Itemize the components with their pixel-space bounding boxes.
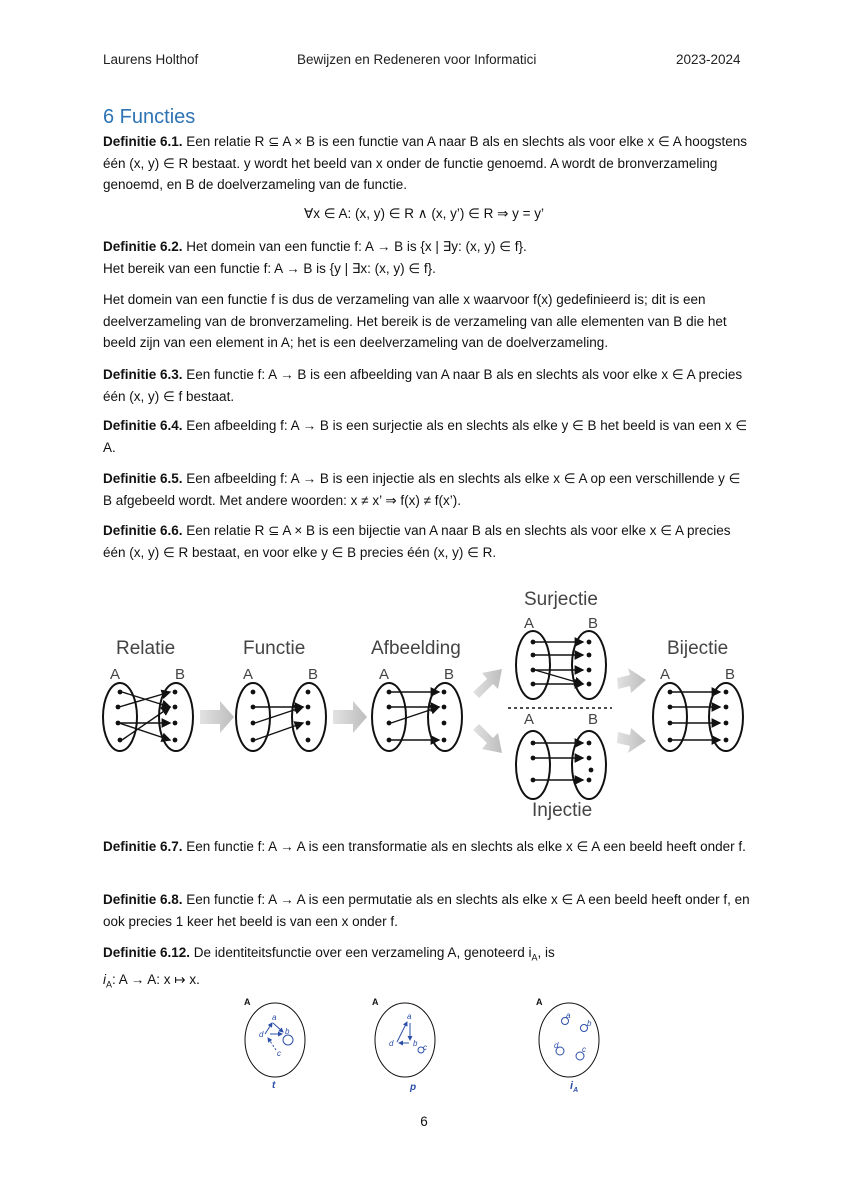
node-label: a: [272, 1013, 277, 1022]
definition-text: Een functie f: A → B is een afbeelding van A naar B als en slechts als voor elke x ∈ A precies één (x, y) ∈ f bestaat.: [103, 367, 743, 404]
node-label: b: [285, 1027, 290, 1036]
definition-6-8: [103, 889, 753, 932]
node-label: d: [259, 1030, 264, 1039]
set-b-label: B: [175, 666, 186, 683]
caption-ia: [570, 1080, 578, 1094]
function-types-diagram: [0, 580, 848, 825]
node-label: b: [587, 1019, 592, 1028]
header-year: 2023-2024: [676, 52, 741, 67]
set-b-label: B: [725, 666, 736, 683]
definition-label: Definitie 6.12.: [103, 945, 191, 960]
definition-text: Een relatie R ⊆ A × B is een functie van A naar B als en slechts als voor elke x ∈ A hoogstens één (x, y) ∈ R bestaat. y wordt het beeld van x onder de functie genoemd. A wordt de bronverzameling genoemd, en B de doelverzameling van de functie.: [103, 134, 748, 192]
set-a-label: A: [243, 666, 254, 683]
mapping-arrow: [255, 707, 303, 723]
label-injectie: Injectie: [532, 800, 593, 821]
definition-6-6: [103, 520, 753, 563]
paragraph-domain: Het domein van een functie f is dus de verzameling van alle x waarvoor f(x) gedefinieerd is; dit is een deelverzameling van de bronverzameling. Het bereik is de verzameling van alle elementen van B die het beeld zijn van een element in A; het is een deelverzameling van de doelverzameling.: [103, 292, 727, 350]
definition-label: Definitie 6.4.: [103, 418, 183, 433]
definition-text-2: Het bereik van een functie f: A → B is {y | ∃x: (x, y) ∈ f}.: [103, 260, 436, 276]
set-a-label: A: [372, 997, 379, 1007]
node-label: c: [582, 1045, 586, 1054]
definition-6-2: [103, 236, 753, 279]
formula-6-1: ∀x ∈ A: (x, y) ∈ R ∧ (x, y’) ∈ R ⇒ y = y’: [303, 206, 545, 221]
node-label: a: [407, 1012, 412, 1021]
caption-p: p: [410, 1082, 417, 1093]
identity-symbol: i: [103, 972, 106, 988]
node-label: b: [413, 1039, 418, 1048]
set-a-label: A: [536, 997, 543, 1007]
set-a-label: A: [524, 615, 535, 632]
definition-text: Een functie f: A → A is een permutatie als en slechts als elke x ∈ A een beeld heeft onder f, en ook precies 1 keer het beeld is van een x onder f.: [103, 892, 750, 929]
definition-6-3: [103, 364, 753, 407]
permutation-p-arrows: [397, 1022, 424, 1053]
set-a-label: A: [660, 666, 671, 683]
caption-ia-i: i: [570, 1080, 574, 1092]
header-author: Laurens Holthof: [103, 52, 199, 67]
subscript: A: [106, 979, 113, 990]
definition-text: Een afbeelding f: A → B is een injectie als en slechts als elke x ∈ A op een verschillende y ∈ B afgebeeld wordt. Met andere woorden: x ≠ x’ ⇒ f(x) ≠ f(x’).: [103, 471, 741, 508]
set-b-label: B: [444, 666, 455, 683]
definition-label: Definitie 6.8.: [103, 892, 183, 907]
label-relatie: Relatie: [116, 638, 176, 659]
header-course: Bewijzen en Redeneren voor Informatici: [297, 52, 537, 67]
mapping-arrow: [535, 670, 583, 684]
set-b-label: B: [588, 615, 599, 632]
set-a-label: A: [379, 666, 390, 683]
definition-6-7: [103, 836, 753, 858]
node-label: c: [423, 1043, 427, 1052]
label-bijectie: Bijectie: [667, 638, 729, 659]
definition-label: Definitie 6.5.: [103, 471, 183, 486]
definition-label: Definitie 6.7.: [103, 839, 183, 854]
definition-label: Definitie 6.2.: [103, 239, 183, 254]
definition-6-5: [103, 468, 753, 511]
definition-text: Een relatie R ⊆ A × B is een bijectie van A naar B als en slechts als voor elke x ∈ A precies één (x, y) ∈ R bestaat, en voor elke y ∈ B precies één (x, y) ∈ R.: [103, 523, 731, 560]
set-a-label: A: [524, 711, 535, 728]
node-label: d: [389, 1039, 394, 1048]
definition-text: Een afbeelding f: A → B is een surjectie als en slechts als elke y ∈ B het beeld is van een x ∈ A.: [103, 418, 748, 455]
definition-text: Een functie f: A → A is een transformatie als en slechts als elke x ∈ A een beeld heeft onder f.: [182, 839, 746, 854]
definition-text-end: , is: [537, 945, 555, 960]
definition-label: Definitie 6.6.: [103, 523, 183, 538]
caption-t: t: [272, 1080, 276, 1091]
definition-6-1: [103, 131, 753, 196]
set-a-circle: [375, 1003, 435, 1077]
definition-6-12: [103, 942, 753, 996]
label-afbeelding: Afbeelding: [371, 638, 461, 659]
node-label: c: [277, 1049, 281, 1058]
node-label: d: [554, 1041, 559, 1050]
mapping-arrow: [391, 707, 439, 723]
definition-text: De identiteitsfunctie over een verzameling A, genoteerd i: [190, 945, 532, 960]
identity-definition: : A → A: x ↦ x.: [112, 972, 200, 988]
set-a-label: A: [110, 666, 121, 683]
label-functie: Functie: [243, 638, 306, 659]
set-b-label: B: [308, 666, 319, 683]
set-a-label: A: [244, 997, 251, 1007]
page-number: 6: [420, 1114, 428, 1129]
definition-label: Definitie 6.1.: [103, 134, 183, 149]
label-surjectie: Surjectie: [524, 589, 598, 610]
section-title: 6 Functies: [103, 106, 196, 128]
node-label: a: [566, 1011, 571, 1020]
definition-label: Definitie 6.3.: [103, 367, 183, 382]
subscript: A: [531, 952, 538, 963]
transformation-diagrams: [0, 990, 848, 1095]
definition-text: Het domein van een functie f: A → B is {x | ∃y: (x, y) ∈ f}.: [182, 239, 527, 254]
caption-ia-sub: A: [573, 1087, 579, 1094]
definition-6-4: [103, 415, 753, 458]
set-b-label: B: [588, 711, 599, 728]
